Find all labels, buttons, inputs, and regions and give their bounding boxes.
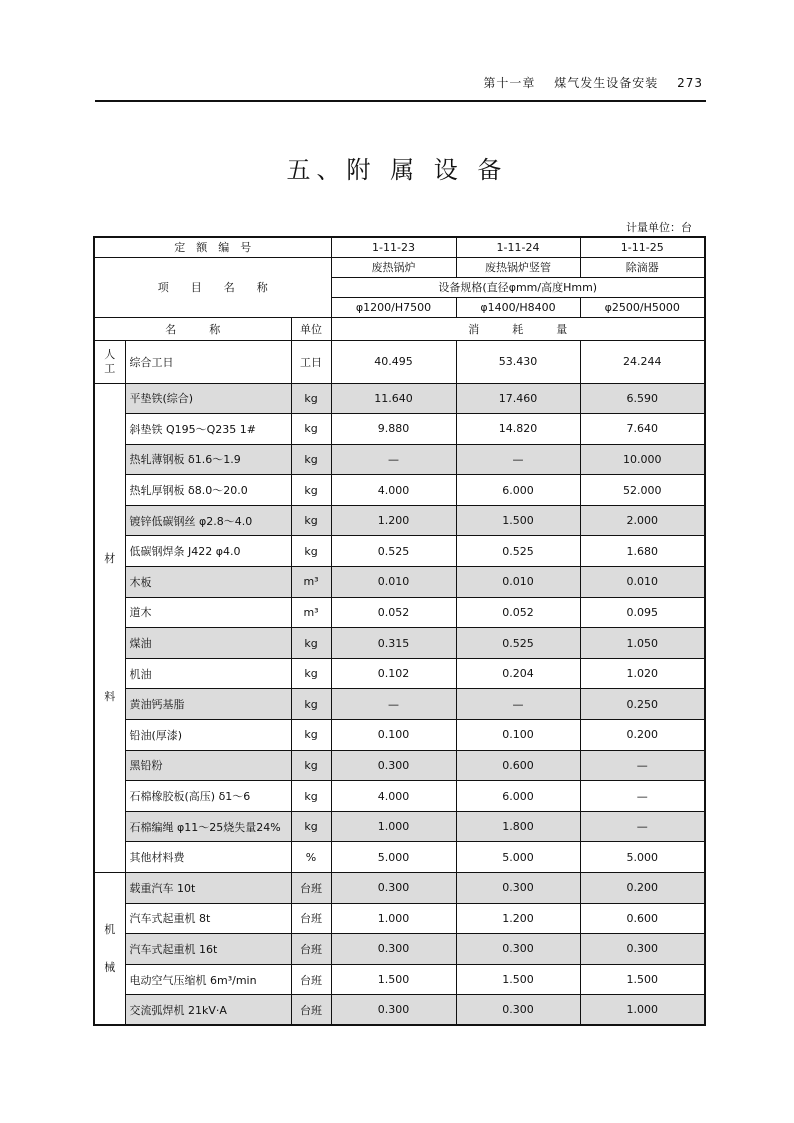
consumption-value: 0.315 xyxy=(331,628,456,659)
table-row xyxy=(94,720,705,751)
consumption-value: — xyxy=(580,811,705,842)
consumption-value: 0.300 xyxy=(456,873,580,904)
consumption-value: — xyxy=(331,444,456,475)
consumption-value: 0.300 xyxy=(331,934,456,965)
consumption-value: 4.000 xyxy=(331,781,456,812)
resource-unit: kg xyxy=(291,383,331,414)
consumption-value: 1.000 xyxy=(331,903,456,934)
table-row xyxy=(94,903,705,934)
running-header xyxy=(95,74,703,91)
consumption-value: 6.000 xyxy=(456,781,580,812)
chapter-title: 煤气发生设备安装 xyxy=(554,76,659,90)
quota-table xyxy=(93,236,706,1026)
name-header: 名 称 xyxy=(94,317,291,340)
resource-name: 汽车式起重机 8t xyxy=(125,903,291,934)
consumption-value: 53.430 xyxy=(456,340,580,383)
resource-name: 铅油(厚漆) xyxy=(125,720,291,751)
consumption-value: 0.300 xyxy=(331,873,456,904)
resource-name: 平垫铁(综合) xyxy=(125,383,291,414)
table-row xyxy=(94,995,705,1026)
quota-code-row xyxy=(94,237,705,257)
resource-unit: kg xyxy=(291,475,331,506)
unit-note: 计量单位：台 xyxy=(626,221,692,234)
table-row xyxy=(94,628,705,659)
table-row xyxy=(94,414,705,445)
consumption-value: 17.460 xyxy=(456,383,580,414)
consumption-value: 40.495 xyxy=(331,340,456,383)
consumption-value: — xyxy=(580,750,705,781)
consumption-value: — xyxy=(331,689,456,720)
item-name-row xyxy=(94,257,705,277)
resource-name: 道木 xyxy=(125,597,291,628)
spec-value: φ2500/H5000 xyxy=(580,297,705,317)
consumption-value: 0.052 xyxy=(331,597,456,628)
item-name: 除滴器 xyxy=(580,257,705,277)
quota-code: 1-11-25 xyxy=(580,237,705,257)
consumption-value: — xyxy=(456,444,580,475)
consumption-value: 0.300 xyxy=(456,934,580,965)
consumption-value: 0.600 xyxy=(456,750,580,781)
resource-unit: 台班 xyxy=(291,934,331,965)
consumption-value: 6.590 xyxy=(580,383,705,414)
resource-unit: kg xyxy=(291,658,331,689)
consumption-value: 7.640 xyxy=(580,414,705,445)
item-name: 废热锅炉竖管 xyxy=(456,257,580,277)
resource-unit: kg xyxy=(291,628,331,659)
consumption-value: 52.000 xyxy=(580,475,705,506)
consumption-value: 1.000 xyxy=(580,995,705,1026)
consumption-value: 14.820 xyxy=(456,414,580,445)
resource-name: 载重汽车 10t xyxy=(125,873,291,904)
consumption-value: 1.680 xyxy=(580,536,705,567)
consumption-value: 1.200 xyxy=(331,505,456,536)
resource-name: 汽车式起重机 16t xyxy=(125,934,291,965)
consumption-value: — xyxy=(580,781,705,812)
table-row xyxy=(94,536,705,567)
consumption-value: 5.000 xyxy=(331,842,456,873)
category-char: 料 xyxy=(104,689,116,703)
category-char: 械 xyxy=(104,960,116,974)
consumption-value: 0.010 xyxy=(331,567,456,598)
labor-category xyxy=(94,340,125,383)
section-title: 五、附 属 设 备 xyxy=(286,156,508,184)
table-row xyxy=(94,964,705,995)
item-name: 废热锅炉 xyxy=(331,257,456,277)
resource-unit: 工日 xyxy=(291,340,331,383)
consumption-value: 0.300 xyxy=(580,934,705,965)
resource-name: 黄油钙基脂 xyxy=(125,689,291,720)
quota-code: 1-11-24 xyxy=(456,237,580,257)
consumption-value: 1.000 xyxy=(331,811,456,842)
table-row xyxy=(94,444,705,475)
consumption-value: 0.525 xyxy=(456,628,580,659)
resource-unit: m³ xyxy=(291,597,331,628)
table-row xyxy=(94,689,705,720)
resource-name: 其他材料费 xyxy=(125,842,291,873)
table-row xyxy=(94,842,705,873)
consumption-value: 0.102 xyxy=(331,658,456,689)
resource-name: 低碳钢焊条 J422 φ4.0 xyxy=(125,536,291,567)
spec-value: φ1400/H8400 xyxy=(456,297,580,317)
category-char: 机 xyxy=(104,923,116,937)
resource-unit: % xyxy=(291,842,331,873)
table-row xyxy=(94,475,705,506)
resource-name: 机油 xyxy=(125,658,291,689)
consumption-value: 0.300 xyxy=(456,995,580,1026)
consumption-value: 24.244 xyxy=(580,340,705,383)
unit-header: 单位 xyxy=(291,317,331,340)
resource-unit: kg xyxy=(291,781,331,812)
table-row xyxy=(94,873,705,904)
resource-name: 黑铅粉 xyxy=(125,750,291,781)
resource-unit: kg xyxy=(291,444,331,475)
resource-unit: 台班 xyxy=(291,903,331,934)
category-label: 人工 xyxy=(104,347,116,375)
consumption-value: 9.880 xyxy=(331,414,456,445)
consumption-value: 0.100 xyxy=(331,720,456,751)
resource-name: 石棉橡胶板(高压) δ1～6 xyxy=(125,781,291,812)
quota-label: 定 额 编 号 xyxy=(94,237,331,257)
table-row xyxy=(94,567,705,598)
consumption-value: 1.050 xyxy=(580,628,705,659)
consumption-value: — xyxy=(456,689,580,720)
consumption-value: 1.800 xyxy=(456,811,580,842)
consumption-value: 0.250 xyxy=(580,689,705,720)
consumption-value: 1.020 xyxy=(580,658,705,689)
consumption-value: 1.500 xyxy=(456,964,580,995)
table-row xyxy=(94,383,705,414)
spec-label: 设备规格(直径φmm/高度Hmm) xyxy=(331,277,705,297)
table-row xyxy=(94,505,705,536)
consumption-value: 0.200 xyxy=(580,720,705,751)
consumption-value: 0.300 xyxy=(331,995,456,1026)
table-row xyxy=(94,934,705,965)
consumption-value: 0.052 xyxy=(456,597,580,628)
consumption-header: 消 耗 量 xyxy=(331,317,705,340)
consumption-value: 0.095 xyxy=(580,597,705,628)
consumption-value: 10.000 xyxy=(580,444,705,475)
resource-name: 热轧厚钢板 δ8.0～20.0 xyxy=(125,475,291,506)
resource-unit: kg xyxy=(291,750,331,781)
chapter-number: 第十一章 xyxy=(483,76,536,90)
consumption-value: 0.525 xyxy=(456,536,580,567)
category-char: 材 xyxy=(104,552,116,566)
resource-name: 煤油 xyxy=(125,628,291,659)
resource-unit: m³ xyxy=(291,567,331,598)
consumption-value: 0.600 xyxy=(580,903,705,934)
spec-value: φ1200/H7500 xyxy=(331,297,456,317)
consumption-value: 2.000 xyxy=(580,505,705,536)
consumption-value: 0.300 xyxy=(331,750,456,781)
resource-unit: 台班 xyxy=(291,873,331,904)
table-row xyxy=(94,597,705,628)
table-row xyxy=(94,781,705,812)
resource-name: 热轧薄钢板 δ1.6～1.9 xyxy=(125,444,291,475)
materials-category xyxy=(94,383,125,873)
resource-name: 石棉编绳 φ11～25烧失量24% xyxy=(125,811,291,842)
consumption-value: 0.010 xyxy=(456,567,580,598)
resource-unit: kg xyxy=(291,505,331,536)
resource-name: 交流弧焊机 21kV·A xyxy=(125,995,291,1026)
resource-name: 斜垫铁 Q195～Q235 1# xyxy=(125,414,291,445)
consumption-value: 1.200 xyxy=(456,903,580,934)
header-rule xyxy=(95,100,706,102)
consumption-value: 0.204 xyxy=(456,658,580,689)
machinery-category xyxy=(94,873,125,1026)
resource-unit: kg xyxy=(291,536,331,567)
table-row xyxy=(94,340,705,383)
consumption-value: 0.100 xyxy=(456,720,580,751)
consumption-value: 5.000 xyxy=(580,842,705,873)
quota-code: 1-11-23 xyxy=(331,237,456,257)
item-label: 项 目 名 称 xyxy=(94,257,331,317)
consumption-value: 0.525 xyxy=(331,536,456,567)
table-row xyxy=(94,658,705,689)
consumption-value: 11.640 xyxy=(331,383,456,414)
table-row xyxy=(94,811,705,842)
table-row xyxy=(94,750,705,781)
resource-name: 电动空气压缩机 6m³/min xyxy=(125,964,291,995)
consumption-value: 1.500 xyxy=(580,964,705,995)
resource-unit: 台班 xyxy=(291,995,331,1026)
resource-name: 木板 xyxy=(125,567,291,598)
consumption-value: 4.000 xyxy=(331,475,456,506)
resource-unit: kg xyxy=(291,414,331,445)
consumption-value: 0.010 xyxy=(580,567,705,598)
consumption-value: 5.000 xyxy=(456,842,580,873)
resource-unit: kg xyxy=(291,720,331,751)
consumption-value: 0.200 xyxy=(580,873,705,904)
page-number: 273 xyxy=(677,76,703,90)
resource-name: 镀锌低碳钢丝 φ2.8～4.0 xyxy=(125,505,291,536)
consumption-value: 6.000 xyxy=(456,475,580,506)
resource-name: 综合工日 xyxy=(125,340,291,383)
column-header-row xyxy=(94,317,705,340)
consumption-value: 1.500 xyxy=(331,964,456,995)
resource-unit: kg xyxy=(291,689,331,720)
consumption-value: 1.500 xyxy=(456,505,580,536)
resource-unit: kg xyxy=(291,811,331,842)
resource-unit: 台班 xyxy=(291,964,331,995)
